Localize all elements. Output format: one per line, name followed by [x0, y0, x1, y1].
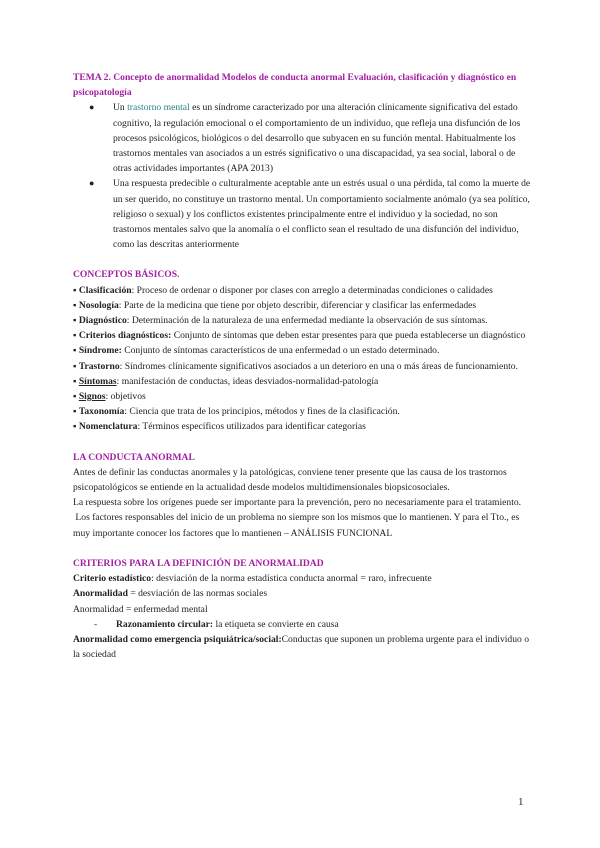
- concept-item: [73, 343, 531, 358]
- section-heading-criterios: CRITERIOS PARA LA DEFINICIÓN DE ANORMALIDAD: [73, 557, 324, 569]
- concept-text: objetivos: [110, 391, 146, 403]
- concept-term: Taxonomía: [78, 406, 125, 418]
- criterio-term: Razonamiento circular:: [116, 618, 214, 630]
- dash-marker: -: [94, 618, 98, 630]
- paragraph: La respuesta sobre los orígenes puede ser importante para la prevención, pero no necesariamente para el tratamiento.: [73, 497, 522, 509]
- bullet-text-pre: Un: [113, 102, 128, 114]
- concept-term: Clasificación: [78, 284, 132, 296]
- square-bullet-icon: ▪: [73, 299, 77, 311]
- concept-term: Criterios diagnósticos:: [78, 330, 172, 342]
- document-title: TEMA 2. Concepto de anormalidad Modelos de conducta anormal Evaluación, clasificación y diagnóstico en psicopatología: [73, 72, 517, 99]
- section-heading-conducta: LA CONDUCTA ANORMAL: [73, 451, 195, 463]
- square-bullet-icon: ▪: [73, 406, 77, 418]
- concept-sep: :: [124, 406, 130, 418]
- intro-bullet-list: [73, 100, 531, 252]
- concept-term: Trastorno: [78, 360, 120, 372]
- conceptos-list: [73, 283, 531, 435]
- bullet-item-respuesta: [73, 176, 531, 252]
- square-bullet-icon: ▪: [73, 391, 77, 403]
- concept-item: [73, 374, 531, 389]
- concept-term: Síntomas: [78, 375, 117, 387]
- bullet-text-post: es un síndrome caracterizado por una alteración clínicamente significativa del estado cognitivo, la regulación emocional o el comportamiento de un individuo, que refleja una disfunción de los procesos psicológicos, biológicos o del desarrollo que subyacen en su función mental. Habitualmente los trastornos mentales van asociados a un estrés significativo o una discapacidad, ya sea social, laboral o de otras actividades importantes (APA 2013): [113, 102, 521, 175]
- concept-sep: :: [118, 299, 124, 311]
- concept-term: Síndrome:: [78, 345, 122, 357]
- concept-item: [73, 283, 531, 298]
- bullet-icon: ●: [89, 102, 95, 113]
- criterio-line: [73, 632, 531, 662]
- criterio-term: Criterio estadístico: [73, 573, 152, 585]
- concept-sep: :: [119, 360, 125, 372]
- criterio-text: = desviación de las normas sociales: [127, 588, 268, 600]
- concept-term: Nosología: [78, 299, 119, 311]
- criterio-term: Anormalidad como emergencia psiquiátrica/social:: [73, 633, 282, 645]
- concept-text: Conjunto de síntomas característicos de una enfermedad o un estado determinado.: [124, 345, 440, 357]
- concept-term: Signos: [78, 391, 106, 403]
- concept-sep: :: [131, 284, 137, 296]
- concept-term: Diagnóstico: [78, 315, 127, 327]
- criterio-line: [73, 586, 531, 601]
- concept-item: [73, 313, 531, 328]
- section-heading-conceptos: CONCEPTOS BÁSICOS.: [73, 269, 180, 281]
- concept-text: Conjunto de síntomas que deben estar presentes para que pueda establecerse un diagnóstico: [173, 330, 526, 342]
- criterio-sub-item: [73, 617, 531, 632]
- page-number: 1: [518, 796, 524, 808]
- concept-text: Síndromes clínicamente significativos asociados a un deterioro en una o más áreas de funcionamiento.: [124, 360, 518, 372]
- criterio-text: : desviación de la norma estadística conducta anormal = raro, infrecuente: [151, 573, 432, 585]
- page-content: [73, 70, 531, 662]
- square-bullet-icon: ▪: [73, 421, 77, 433]
- bullet-item-trastorno: [73, 100, 531, 176]
- term-trastorno-mental: trastorno mental: [127, 102, 190, 114]
- concept-text: Ciencia que trata de los principios, métodos y fines de la clasificación.: [129, 406, 400, 418]
- concept-term: Nomenclatura: [78, 421, 138, 433]
- concept-text: Términos específicos utilizados para identificar categorías: [142, 421, 366, 433]
- concept-sep: :: [126, 315, 132, 327]
- paragraph: Antes de definir las conductas anormales y la patológicas, conviene tener presente que las causa de los trastornos psicopatológicos se entiende en la actualidad desde modelos multidimensionales biopsicosociales.: [73, 466, 507, 494]
- criterio-line: Anormalidad = enfermedad mental: [73, 603, 208, 615]
- concept-text: manifestación de conductas, ideas desviados-normalidad-patología: [121, 375, 379, 387]
- bullet-icon: ●: [89, 178, 95, 189]
- concept-text: Parte de la medicina que tiene por objeto describir, diferenciar y clasificar las enfermedades: [123, 299, 477, 311]
- concept-item: [73, 389, 531, 404]
- concept-text: Determinación de la naturaleza de una enfermedad mediante la observación de sus síntomas.: [131, 315, 488, 327]
- bullet-text: Una respuesta predecible o culturalmente aceptable ante un estrés usual o una pérdida, tal como la muerte de un ser querido, no constituye un trastorno mental. Un comportamiento socialmente anómalo (ya sea político, religioso o sexual) y los conflictos existentes principalmente entre el individuo y la sociedad, no son trastornos mentales salvo que la anomalía o el conflicto sean el resultado de una disfunción del individuo, como las descritas anteriormente: [113, 178, 531, 251]
- square-bullet-icon: ▪: [73, 345, 77, 357]
- concept-item: [73, 328, 531, 343]
- concept-item: [73, 419, 531, 434]
- paragraph: Los factores responsables del inicio de un problema no siempre son los mismos que lo mantienen. Y para el Tto., es muy importante conocer los factores que lo mantienen – ANÁLISIS FUNCIONAL: [73, 512, 522, 539]
- criterio-line: [73, 571, 531, 586]
- criterio-term: Anormalidad: [73, 588, 128, 600]
- concept-text: Proceso de ordenar o disponer por clases con arreglo a determinadas condiciones o calidades: [136, 284, 493, 296]
- square-bullet-icon: ▪: [73, 360, 77, 372]
- square-bullet-icon: ▪: [73, 375, 77, 387]
- concept-sep: :: [137, 421, 143, 433]
- concept-item: [73, 298, 531, 313]
- concept-item: [73, 359, 531, 374]
- concept-item: [73, 404, 531, 419]
- square-bullet-icon: ▪: [73, 315, 77, 327]
- square-bullet-icon: ▪: [73, 284, 77, 296]
- concept-sep: :: [105, 391, 111, 403]
- criterio-text: la etiqueta se convierte en causa: [213, 618, 339, 630]
- concept-sep: :: [116, 375, 122, 387]
- criterio-text: Conductas que suponen un problema urgente para el individuo o la sociedad: [73, 633, 529, 661]
- square-bullet-icon: ▪: [73, 330, 77, 342]
